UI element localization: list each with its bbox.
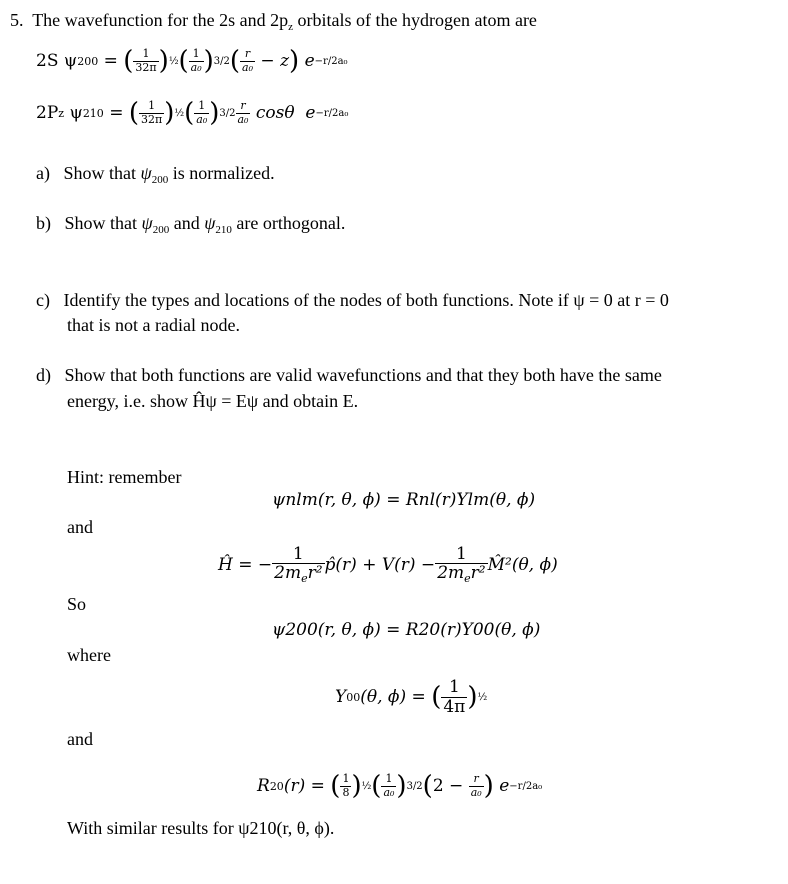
closing-text: With similar results for ψ210(r, θ, ϕ). <box>67 818 335 838</box>
equation-psi200: 2S ψ 200 = ( $\frac{1}{32\pi}$ ) ½ ( $\frac{1}{\text{a₀}}$ ) 3/2 ( $\frac{r}{\text{a₀}}$ − z ) e −r/2a₀ <box>36 46 348 76</box>
part-d-line2-row <box>67 391 358 412</box>
part-c-line2-row <box>67 315 240 336</box>
part-b-and: and <box>169 213 205 233</box>
psi200-label: 2S ψ <box>36 51 78 71</box>
eq-general-wavefunction: ψnlm(r, θ, ϕ) = Rnl(r)Ylm(θ, ϕ) <box>272 490 536 510</box>
part-a-psi: ψ <box>140 163 152 183</box>
eq-psi200-separation: ψ200(r, θ, ϕ) = R20(r)Y00(θ, ϕ) <box>272 620 541 640</box>
part-a-label: a) <box>36 163 50 183</box>
part-c-label: c) <box>36 290 50 310</box>
part-b-psi1: ψ <box>141 213 153 233</box>
psi210-label: 2P <box>36 103 59 123</box>
intro-sub: z <box>288 21 293 33</box>
part-b <box>36 213 345 236</box>
part-d-line2: energy, i.e. show Ĥψ = Eψ and obtain E. <box>67 391 359 411</box>
part-d-label: d) <box>36 365 51 385</box>
part-b-text-1: Show that <box>64 213 142 233</box>
equation-psi210: 2P z ψ 210 = ( $\frac{1}{32\pi}$ ) ½ ( $\frac{1}{\text{a₀}}$ ) 3/2 $\frac{r}{\text{a₀}}$ cosθ e −r/2a₀ <box>36 98 349 128</box>
eq-hamiltonian: Ĥ = − $\frac{1}{2m_er^2}$ p̂(r) + V(r) − $\frac{1}{2m_er^2}$ M̂²(θ, ϕ) <box>218 543 558 586</box>
eq-r20: R 20 (r) = ( $\frac{1}{8}$ ) ½ ( $\frac{1}{\text{a₀}}$ ) 3/2 ( 2 − $\frac{r}{\text{a₀}}$ ) e −r/2a₀ <box>257 771 543 801</box>
part-a-text-1: Show that <box>63 163 141 183</box>
psi210-sub: 210 <box>82 106 104 120</box>
part-b-label: b) <box>36 213 51 233</box>
part-c-line1: Identify the types and locations of the nodes of both functions. Note if ψ = 0 at r = 0 <box>63 290 669 310</box>
psi210-psi: ψ <box>69 103 83 123</box>
part-d-line1: Show that both functions are valid wavefunctions and that they both have the same <box>64 365 662 385</box>
part-c-line2: that is not a radial node. <box>67 315 240 335</box>
part-b-sub2: 210 <box>215 224 232 236</box>
question-intro <box>10 10 537 33</box>
part-d <box>36 365 662 386</box>
part-a-text-2: is normalized. <box>168 163 275 183</box>
part-b-text-2: are orthogonal. <box>231 213 346 233</box>
question-number: 5. <box>10 10 24 30</box>
part-b-psi2: ψ <box>204 213 216 233</box>
hint-and-1: and <box>67 517 93 537</box>
hint-so: So <box>67 594 87 614</box>
intro-end: orbitals of the hydrogen atom are <box>297 10 537 30</box>
part-a-sub: 200 <box>151 174 169 186</box>
psi200-sub: 200 <box>77 54 99 68</box>
eq-y00: Y 00 (θ, ϕ) = ( $\frac{1}{4\pi}$ ) ½ <box>335 676 488 717</box>
hint-where: where <box>67 645 111 665</box>
part-b-sub1: 200 <box>152 224 170 236</box>
intro-text: The wavefunction for the 2s and 2p <box>32 10 289 30</box>
part-c <box>36 290 669 311</box>
psi210-sub-z: z <box>58 106 65 120</box>
hint-and-2: and <box>67 729 93 749</box>
hint-label: Hint: remember <box>67 467 182 487</box>
part-a <box>36 163 275 186</box>
